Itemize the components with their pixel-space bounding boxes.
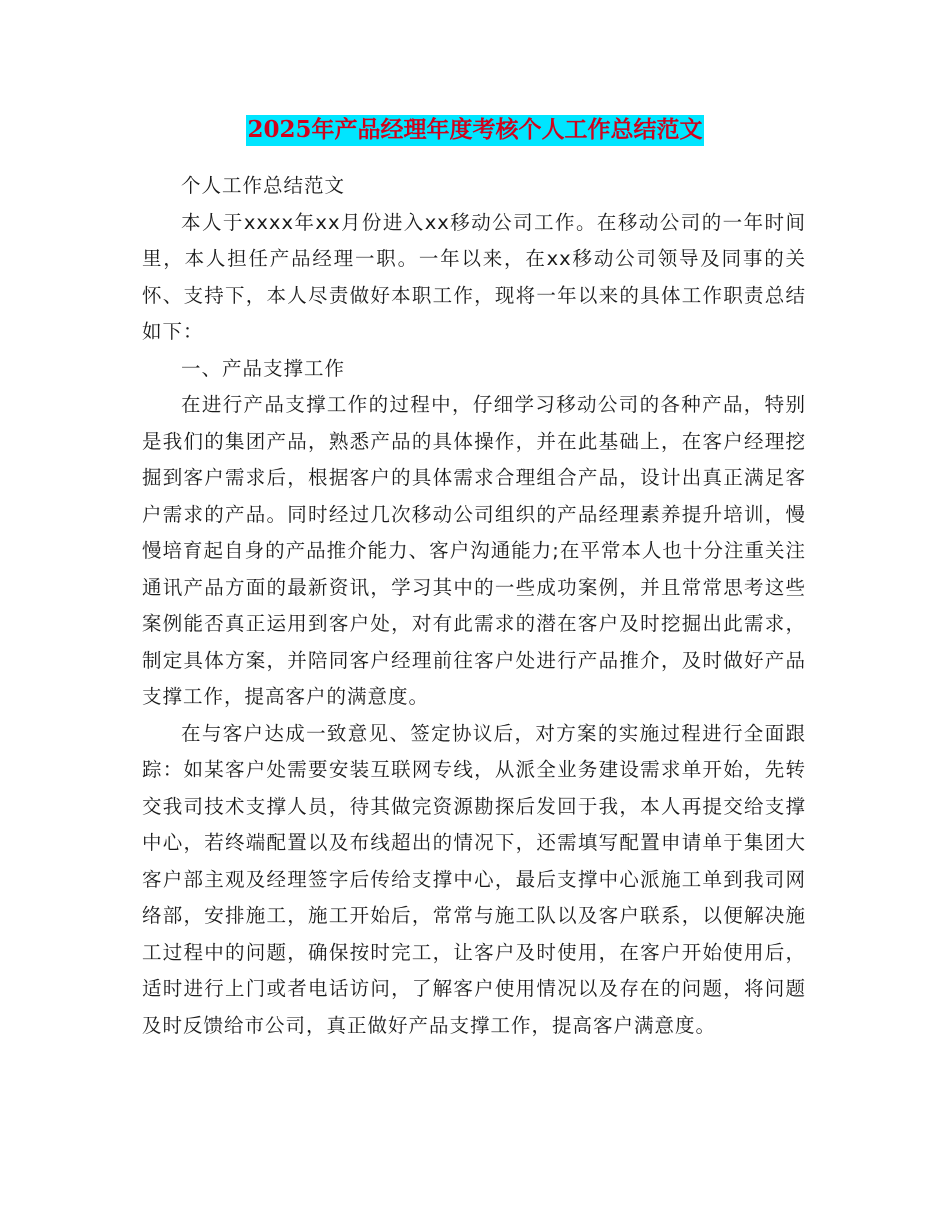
document-title: [0, 114, 950, 146]
section-heading: 一、产品支撑工作: [181, 356, 346, 380]
body-paragraph: 在与客户达成一致意见、签定协议后，对方案的实施过程进行全面跟踪：如某客户处需要安装互联网专线，从派全业务建设需求单开始，先转交我司技术支撑人员，待其做完资源勘探后发回于我，本人再提交给支撑中心，若终端配置以及布线超出的情况下，还需填写配置申请单于集团大客户部主观及经理签字后传给支撑中心，最后支撑中心派施工单到我司网络部，安排施工，施工开始后，常常与施工队以及客户联系，以便解决施工过程中的问题，确保按时完工，让客户及时使用，在客户开始使用后，适时进行上门或者电话访问，了解客户使用情况以及存在的问题，将问题及时反馈给市公司，真正做好产品支撑工作，提高客户满意度。: [142, 721, 806, 1037]
document-body: [142, 168, 806, 1044]
body-paragraph: 在进行产品支撑工作的过程中，仔细学习移动公司的各种产品，特别是我们的集团产品，熟悉产品的具体操作，并在此基础上，在客户经理挖掘到客户需求后，根据客户的具体需求合理组合产品，设计出真正满足客户需求的产品。同时经过几次移动公司组织的产品经理素养提升培训，慢慢培育起自身的产品推介能力、客户沟通能力;在平常本人也十分注重关注通讯产品方面的最新资讯，学习其中的一些成功案例，并且常常思考这些案例能否真正运用到客户处，对有此需求的潜在客户及时挖掘出此需求，制定具体方案，并陪同客户经理前往客户处进行产品推介，及时做好产品支撑工作，提高客户的满意度。: [142, 393, 806, 708]
intro-paragraph: 本人于xxxx年xx月份进入xx移动公司工作。在移动公司的一年时间里，本人担任产品经理一职。一年以来，在xx移动公司领导及同事的关怀、支持下，本人尽责做好本职工作，现将一年以来的具体工作职责总结如下：: [142, 210, 806, 343]
title-text: 2025年产品经理年度考核个人工作总结范文: [246, 115, 703, 146]
subtitle-paragraph: 个人工作总结范文: [181, 174, 346, 197]
